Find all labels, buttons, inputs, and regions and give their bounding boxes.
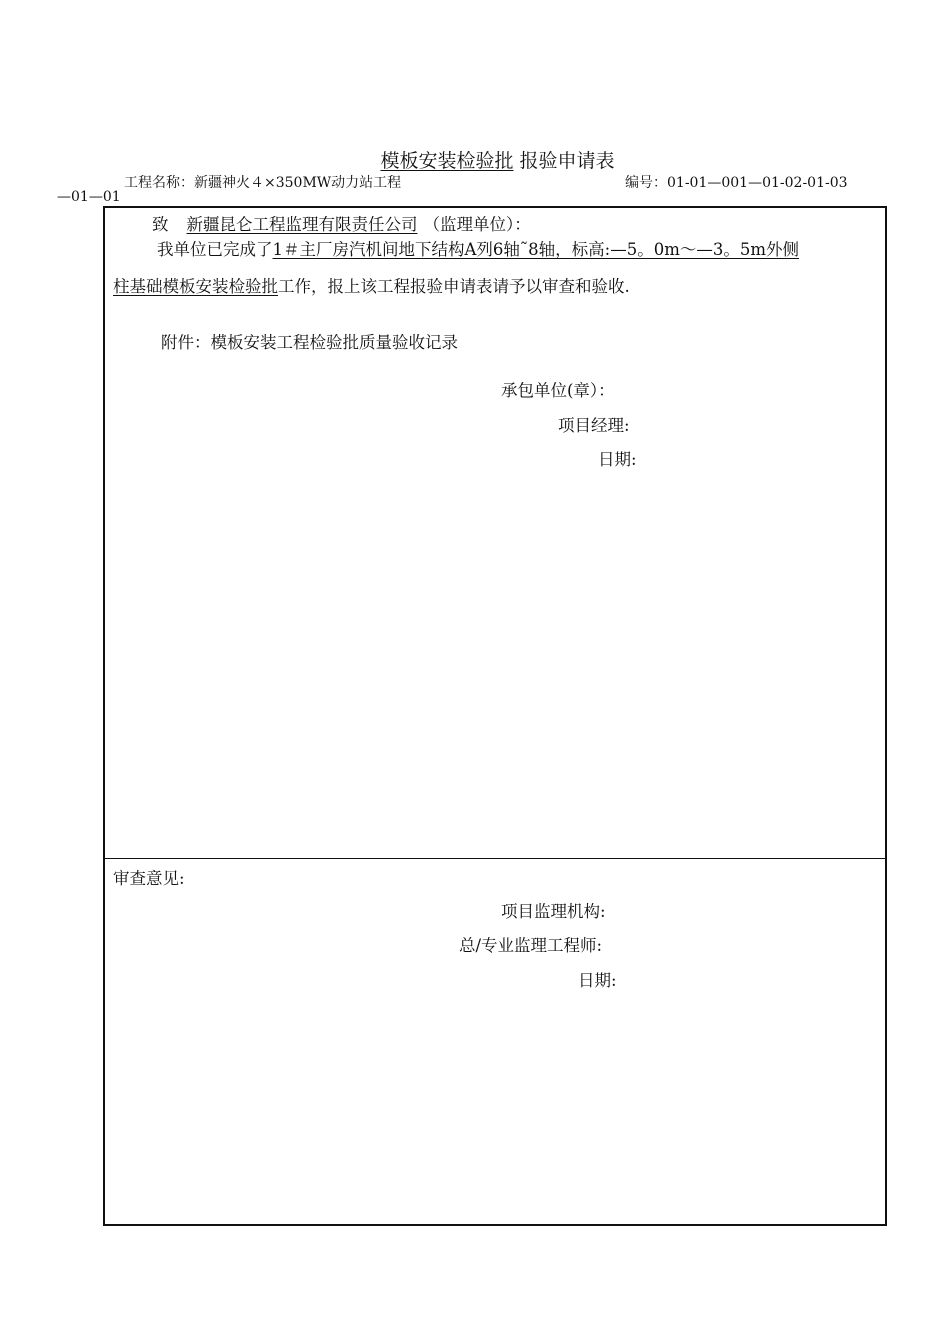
number-label: 编号： (625, 175, 667, 191)
request-date-label: 日期: (598, 450, 637, 469)
supervisor-name: 新疆昆仑工程监理有限责任公司 (186, 215, 418, 234)
to-prefix: 致 (152, 215, 169, 234)
section-divider (105, 858, 885, 859)
project-name-line (124, 172, 401, 192)
contractor-label: 承包单位(章）： (501, 381, 615, 400)
project-label: 工程名称： (124, 175, 194, 191)
review-opinion-label: 审查意见: (113, 869, 185, 888)
supervisor-suffix: （监理单位）： (423, 215, 531, 234)
form-title-part2: 报验申请表 (519, 150, 615, 172)
form-title-part1: 模板安装检验批 (380, 150, 514, 172)
number-value: 01-01—001—01-02-01-03 (667, 175, 848, 191)
project-name: 新疆神火４×350MW动力站工程 (194, 175, 402, 191)
review-date-label: 日期: (578, 971, 617, 990)
addressee-line (152, 211, 531, 235)
supervision-org-label: 项目监理机构: (501, 902, 606, 921)
request-line1-prefix: 我单位已完成了 (157, 240, 273, 259)
request-line2-suffix: 工作，报上该工程报验申请表请予以审查和验收. (278, 277, 630, 296)
project-manager-label: 项目经理: (558, 416, 630, 435)
form-frame (103, 206, 887, 1226)
request-line-2 (113, 273, 630, 297)
form-number-wrap: —01—01 (57, 189, 121, 205)
form-title (0, 146, 950, 173)
request-line-1 (157, 236, 799, 260)
request-line2-work: 柱基础模板安装检验批 (113, 277, 278, 296)
attachment-line: 附件：模板安装工程检验批质量验收记录 (161, 333, 458, 352)
form-number-line (625, 172, 848, 192)
request-line1-work: 1＃主厂房汽机间地下结构A列6轴˜8轴，标高:—5。0m～—3。5m外侧 (272, 240, 800, 259)
supervising-engineer-label: 总/专业监理工程师: (459, 936, 603, 955)
